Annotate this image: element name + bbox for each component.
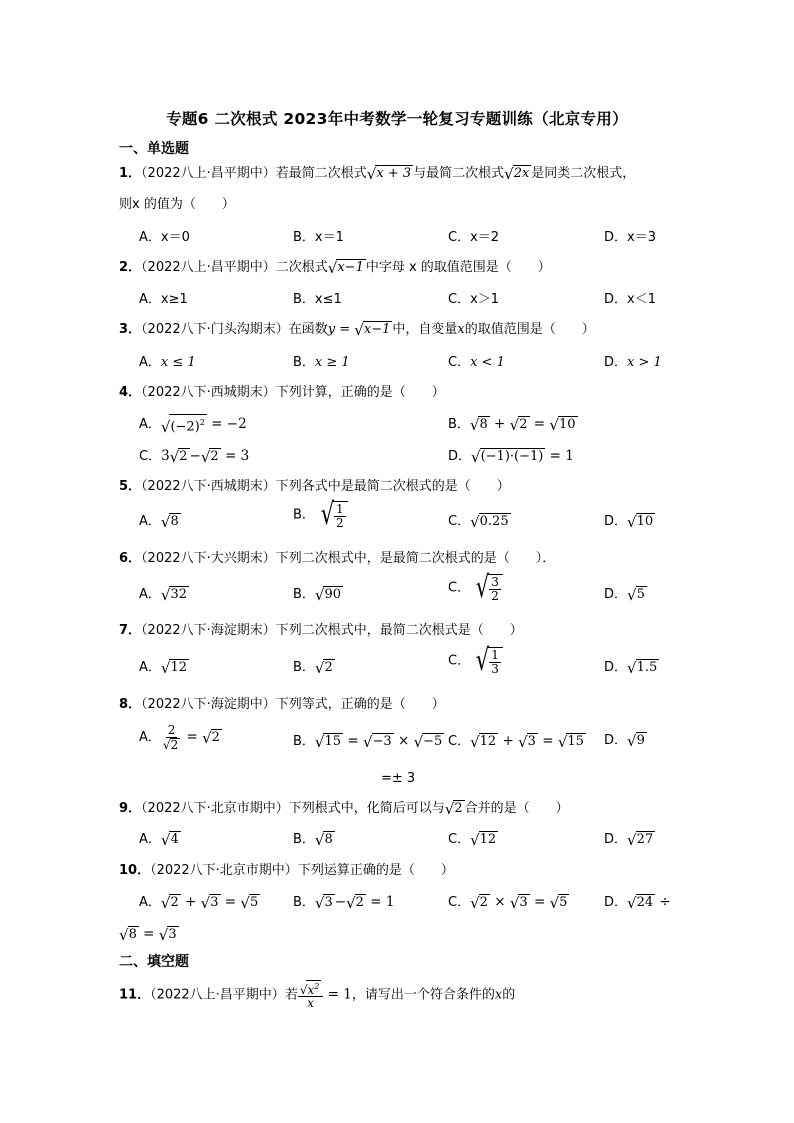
- option-d: D．x＜1: [604, 292, 656, 307]
- option-b: B． √ 8 + √ 2 = √ 10: [448, 416, 576, 434]
- question-text: 的取值范围是（ ）: [464, 322, 595, 337]
- question-text: 二次根式: [275, 260, 328, 275]
- question-text: 中字母 x 的取值范围是（ ）: [365, 260, 551, 275]
- question-source: （2022八上·昌平期中）: [141, 260, 276, 275]
- option-a: A． √ 32: [139, 586, 188, 604]
- question-4: [119, 383, 445, 403]
- option-a: A． √ 2 + √ 3 = √ 5: [139, 894, 259, 912]
- section-heading-single-choice: 一、单选题: [119, 141, 189, 157]
- section-heading-fill-in: 二、填空题: [119, 954, 189, 970]
- option-c: C． √ 12: [448, 831, 497, 849]
- question-source: （2022八下·西城期末）: [141, 479, 276, 494]
- option-c: C．x＞1: [448, 292, 500, 307]
- option-c: C．3 √ 2 − √ 2 = 3: [139, 448, 250, 466]
- math-variable: x: [457, 322, 465, 337]
- question-text: 下列二次根式中，是最简二次根式的是（ ）．: [275, 551, 556, 566]
- question-number: 6．: [119, 551, 142, 566]
- option-d: D． √ 24 ÷: [604, 894, 671, 912]
- option-b: B． √ 3 − √ 2 = 1: [293, 894, 395, 912]
- page-title: 专题6 二次根式 2023年中考数学一轮复习专题训练（北京专用）: [166, 110, 628, 128]
- option-b: B． √ 8: [293, 831, 333, 849]
- question-number: 11．: [119, 987, 151, 1003]
- question-source: （2022八下·门头沟期末）: [141, 322, 289, 337]
- option-d: D． √ 10: [604, 513, 654, 531]
- option-b: B． √ 15 = √ −3 × √ −5: [293, 733, 443, 751]
- question-text: ，请写出一个符合条件的: [351, 987, 495, 1003]
- question-number: 8．: [119, 697, 142, 712]
- question-1: [119, 164, 635, 184]
- option-d: D． √ 9: [604, 732, 645, 750]
- option-a: A． 2 √ 2 = √ 2: [139, 723, 220, 752]
- question-text: 合并的是（ ）: [464, 801, 569, 816]
- question-3: [119, 320, 595, 340]
- question-text: 是同类二次根式，: [531, 166, 636, 181]
- question-2: [119, 258, 551, 278]
- question-text: 若最简二次根式: [275, 166, 367, 181]
- question-7: [119, 621, 523, 641]
- question-text: 下列二次根式中，最简二次根式是（ ）: [275, 623, 523, 638]
- question-text: 下列等式，正确的是（ ）: [275, 697, 445, 712]
- option-a: A．x≥1: [139, 292, 188, 307]
- question-number: 2．: [119, 260, 142, 275]
- option-c: C．x＝2: [448, 230, 500, 245]
- math-variable: x: [494, 987, 503, 1003]
- option-a: A． √ 12: [139, 659, 188, 677]
- option-c: C． √ 12 + √ 3 = √ 15: [448, 733, 584, 751]
- question-text: 中，自变量: [392, 322, 458, 337]
- sqrt-expression: √ x + 3: [366, 165, 412, 183]
- question-text: 的: [502, 987, 516, 1003]
- option-c: C． √ 0.25: [448, 513, 509, 531]
- sqrt-expression: √ x−1: [354, 321, 391, 339]
- question-6: [119, 549, 555, 569]
- question-source: （2022八下·西城期末）: [141, 385, 276, 400]
- question-source: （2022八下·海淀期末）: [141, 623, 276, 638]
- question-text: 与最简二次根式: [413, 166, 505, 181]
- question-source: （2022八上·昌平期中）: [141, 166, 276, 181]
- option-a: A．x ≤ 1: [139, 355, 196, 370]
- option-c: C． √ 2 × √ 3 = √ 5: [448, 894, 568, 912]
- question-number: 5．: [119, 479, 142, 494]
- question-8: [119, 695, 445, 715]
- sqrt-expression: √ x−1: [327, 259, 364, 277]
- option-d-continuation: √ 8 = √ 3: [119, 926, 177, 944]
- sqrt-expression: √ 2x: [504, 165, 530, 183]
- option-b: B．x ≥ 1: [293, 355, 350, 370]
- option-b: B． √ 90: [293, 586, 342, 604]
- question-text: 若: [284, 987, 298, 1003]
- question-11: 11．（2022八上·昌平期中）若 √ $x^2$ x = 1，请写出一个符合条件的x的: [119, 982, 516, 1010]
- question-source: （2022八下·北京市期中）: [150, 863, 298, 878]
- option-d: D．x＝3: [604, 230, 656, 245]
- question-10: [119, 861, 454, 881]
- option-a: A．x＝0: [139, 230, 190, 245]
- question-number: 10．: [119, 863, 151, 878]
- question-source: （2022八上·昌平期中）: [150, 987, 285, 1003]
- question-number: 1．: [119, 166, 142, 181]
- option-a: A． √ $(-2)^2$ = −2: [139, 414, 247, 435]
- question-text: 下列根式中，化简后可以与: [288, 801, 445, 816]
- question-text: 下列计算，正确的是（ ）: [275, 385, 445, 400]
- question-1-cont: 则x 的值为（ ）: [119, 197, 235, 212]
- option-d: D． √ 27: [604, 831, 654, 849]
- question-source: （2022八下·北京市期中）: [141, 801, 289, 816]
- option-b: B．x＝1: [293, 230, 344, 245]
- fraction-expression: √ $x^2$ x: [298, 980, 324, 1010]
- question-source: （2022八下·大兴期末）: [141, 551, 276, 566]
- option-c: C．x < 1: [448, 355, 505, 370]
- question-5: [119, 477, 510, 497]
- option-d-continuation: =± 3: [381, 771, 416, 786]
- option-d: D． √ (−1)·(−1) = 1: [448, 448, 574, 466]
- question-number: 4．: [119, 385, 142, 400]
- option-d: D． √ 1.5: [604, 659, 658, 677]
- sqrt-expression: √ 2: [444, 800, 463, 818]
- question-text: 下列各式中是最简二次根式的是（ ）: [275, 479, 510, 494]
- option-c: C． √ $\frac{1}{3}$: [448, 646, 503, 676]
- math-expression: y =: [327, 322, 355, 337]
- option-b: B．x≤1: [293, 292, 342, 307]
- question-number: 3．: [119, 322, 142, 337]
- option-b: B． √ $\frac{1}{2}$: [293, 500, 348, 530]
- option-a: A． √ 8: [139, 513, 179, 531]
- question-source: （2022八下·海淀期中）: [141, 697, 276, 712]
- question-text: 下列运算正确的是（ ）: [297, 863, 454, 878]
- option-c: C． √ $\frac{3}{2}$: [448, 573, 503, 603]
- option-d: D．x > 1: [604, 355, 662, 370]
- option-b: B． √ 2: [293, 659, 333, 677]
- question-number: 9．: [119, 801, 142, 816]
- question-text: 在函数: [288, 322, 328, 337]
- option-d: D． √ 5: [604, 586, 645, 604]
- question-9: [119, 799, 569, 819]
- option-a: A． √ 4: [139, 831, 179, 849]
- question-number: 7．: [119, 623, 142, 638]
